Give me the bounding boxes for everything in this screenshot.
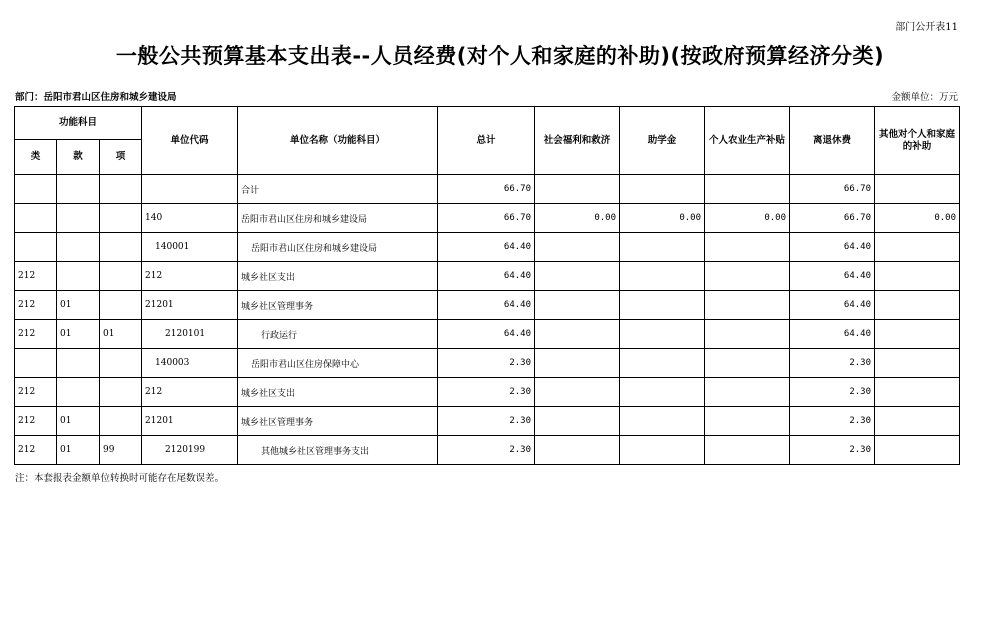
table-row <box>15 175 960 204</box>
cell-total: 2.30 <box>438 436 535 465</box>
cell-social-welfare <box>535 320 620 349</box>
cell-lei <box>15 204 57 233</box>
col-header-other: 其他对个人和家庭的补助 <box>875 107 960 175</box>
cell-lei: 212 <box>15 262 57 291</box>
cell-farm-subsidy <box>705 291 790 320</box>
table-row <box>15 204 960 233</box>
cell-farm-subsidy <box>705 378 790 407</box>
cell-xiang <box>100 378 142 407</box>
cell-social-welfare <box>535 349 620 378</box>
cell-xiang <box>100 407 142 436</box>
cell-student-aid <box>620 378 705 407</box>
cell-retirement: 64.40 <box>790 233 875 262</box>
cell-unit-code: 140003 <box>142 349 238 378</box>
cell-kuan <box>57 378 100 407</box>
table-row <box>15 349 960 378</box>
cell-other: 0.00 <box>875 204 960 233</box>
cell-retirement: 2.30 <box>790 349 875 378</box>
cell-unit-code: 21201 <box>142 291 238 320</box>
cell-xiang <box>100 175 142 204</box>
amount-unit-label: 金额单位：万元 <box>891 92 958 103</box>
cell-retirement: 64.40 <box>790 291 875 320</box>
col-header-retirement: 离退休费 <box>790 107 875 175</box>
cell-kuan <box>57 349 100 378</box>
cell-retirement: 2.30 <box>790 407 875 436</box>
col-header-kuan: 款 <box>57 140 100 175</box>
cell-total: 64.40 <box>438 291 535 320</box>
cell-lei: 212 <box>15 291 57 320</box>
col-header-unit-name: 单位名称（功能科目） <box>238 107 438 175</box>
cell-total: 2.30 <box>438 407 535 436</box>
cell-xiang <box>100 262 142 291</box>
col-header-xiang: 项 <box>100 140 142 175</box>
cell-other <box>875 436 960 465</box>
cell-other <box>875 320 960 349</box>
cell-retirement: 66.70 <box>790 204 875 233</box>
table-row <box>15 378 960 407</box>
cell-kuan <box>57 175 100 204</box>
col-header-social-welfare: 社会福利和救济 <box>535 107 620 175</box>
cell-unit-code: 140 <box>142 204 238 233</box>
table-row <box>15 262 960 291</box>
cell-farm-subsidy <box>705 436 790 465</box>
cell-lei: 212 <box>15 320 57 349</box>
cell-unit-code: 21201 <box>142 407 238 436</box>
col-header-student-aid: 助学金 <box>620 107 705 175</box>
cell-kuan: 01 <box>57 407 100 436</box>
cell-farm-subsidy <box>705 349 790 378</box>
budget-table <box>14 106 960 465</box>
cell-student-aid <box>620 291 705 320</box>
cell-total: 66.70 <box>438 175 535 204</box>
cell-other <box>875 175 960 204</box>
cell-lei: 212 <box>15 407 57 436</box>
cell-social-welfare <box>535 407 620 436</box>
cell-student-aid <box>620 349 705 378</box>
cell-unit-name: 岳阳市君山区住房保障中心 <box>238 349 438 378</box>
cell-kuan: 01 <box>57 291 100 320</box>
cell-lei <box>15 349 57 378</box>
table-row <box>15 233 960 262</box>
col-header-unit-code: 单位代码 <box>142 107 238 175</box>
cell-xiang: 99 <box>100 436 142 465</box>
cell-other <box>875 291 960 320</box>
col-header-lei: 类 <box>15 140 57 175</box>
table-number-label: 部门公开表11 <box>895 22 958 33</box>
cell-social-welfare <box>535 262 620 291</box>
cell-social-welfare <box>535 436 620 465</box>
cell-kuan <box>57 262 100 291</box>
cell-student-aid <box>620 233 705 262</box>
cell-lei: 212 <box>15 436 57 465</box>
cell-student-aid: 0.00 <box>620 204 705 233</box>
cell-retirement: 64.40 <box>790 320 875 349</box>
footnote: 注：本套报表金额单位转换时可能存在尾数误差。 <box>15 473 225 484</box>
table-row <box>15 436 960 465</box>
cell-unit-name: 城乡社区管理事务 <box>238 291 438 320</box>
cell-farm-subsidy <box>705 407 790 436</box>
cell-kuan: 01 <box>57 436 100 465</box>
cell-lei: 212 <box>15 378 57 407</box>
cell-student-aid <box>620 262 705 291</box>
cell-total: 64.40 <box>438 233 535 262</box>
cell-unit-name: 岳阳市君山区住房和城乡建设局 <box>238 233 438 262</box>
cell-unit-code: 212 <box>142 262 238 291</box>
cell-xiang <box>100 349 142 378</box>
table-row <box>15 291 960 320</box>
cell-unit-code: 140001 <box>142 233 238 262</box>
cell-other <box>875 407 960 436</box>
cell-unit-name: 城乡社区支出 <box>238 262 438 291</box>
cell-xiang <box>100 233 142 262</box>
cell-unit-name: 城乡社区管理事务 <box>238 407 438 436</box>
cell-retirement: 64.40 <box>790 262 875 291</box>
cell-unit-name: 岳阳市君山区住房和城乡建设局 <box>238 204 438 233</box>
cell-xiang: 01 <box>100 320 142 349</box>
cell-retirement: 66.70 <box>790 175 875 204</box>
cell-student-aid <box>620 436 705 465</box>
cell-social-welfare: 0.00 <box>535 204 620 233</box>
cell-unit-name: 其他城乡社区管理事务支出 <box>238 436 438 465</box>
col-header-total: 总计 <box>438 107 535 175</box>
cell-lei <box>15 233 57 262</box>
cell-retirement: 2.30 <box>790 436 875 465</box>
cell-total: 66.70 <box>438 204 535 233</box>
cell-lei <box>15 175 57 204</box>
cell-other <box>875 262 960 291</box>
cell-kuan <box>57 204 100 233</box>
cell-xiang <box>100 204 142 233</box>
cell-farm-subsidy <box>705 175 790 204</box>
cell-total: 2.30 <box>438 349 535 378</box>
cell-xiang <box>100 291 142 320</box>
cell-farm-subsidy: 0.00 <box>705 204 790 233</box>
cell-total: 2.30 <box>438 378 535 407</box>
cell-farm-subsidy <box>705 233 790 262</box>
cell-other <box>875 378 960 407</box>
cell-unit-name: 行政运行 <box>238 320 438 349</box>
cell-farm-subsidy <box>705 320 790 349</box>
cell-student-aid <box>620 407 705 436</box>
cell-unit-name: 城乡社区支出 <box>238 378 438 407</box>
cell-other <box>875 349 960 378</box>
page-title: 一般公共预算基本支出表--人员经费(对个人和家庭的补助)(按政府预算经济分类) <box>115 44 885 68</box>
department-label: 部门：岳阳市君山区住房和城乡建设局 <box>15 92 177 103</box>
cell-total: 64.40 <box>438 262 535 291</box>
cell-farm-subsidy <box>705 262 790 291</box>
cell-kuan: 01 <box>57 320 100 349</box>
table-row <box>15 407 960 436</box>
cell-unit-code <box>142 175 238 204</box>
cell-other <box>875 233 960 262</box>
cell-social-welfare <box>535 233 620 262</box>
table-row <box>15 320 960 349</box>
cell-retirement: 2.30 <box>790 378 875 407</box>
cell-unit-code: 212 <box>142 378 238 407</box>
col-header-func-group: 功能科目 <box>15 107 142 140</box>
cell-unit-code: 2120101 <box>142 320 238 349</box>
cell-student-aid <box>620 175 705 204</box>
cell-social-welfare <box>535 291 620 320</box>
cell-unit-code: 2120199 <box>142 436 238 465</box>
cell-kuan <box>57 233 100 262</box>
col-header-farm-subsidy: 个人农业生产补贴 <box>705 107 790 175</box>
cell-unit-name: 合计 <box>238 175 438 204</box>
cell-total: 64.40 <box>438 320 535 349</box>
cell-social-welfare <box>535 175 620 204</box>
cell-student-aid <box>620 320 705 349</box>
cell-social-welfare <box>535 378 620 407</box>
